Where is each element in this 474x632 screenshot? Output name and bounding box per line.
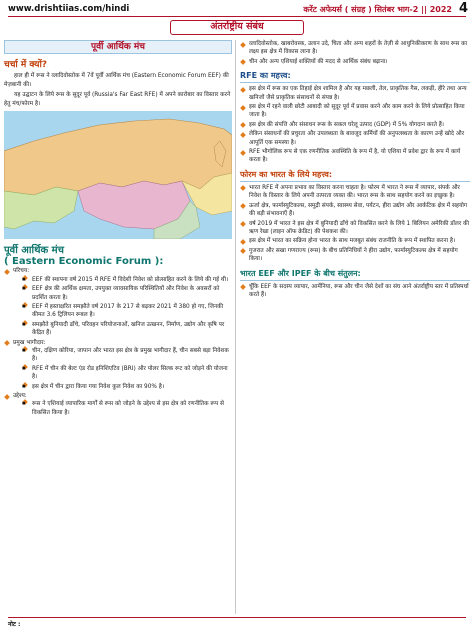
ipef-heading: भारत EEF और IPEF के बीच संतुलन: bbox=[240, 268, 470, 281]
list-item: ◆ रूस ने एशियाई व्यापारिक मार्गों से रूस को जोड़ने के उद्देश्य से इस क्षेत्र को रणनीतिक रूप से विकसित किया है। bbox=[23, 400, 232, 417]
list-item: इस क्षेत्र की संपत्ति और संसाधन रूस के सकल घरेलू उत्पाद (GDP) में 5% योगदान करते हैं। bbox=[240, 121, 470, 129]
list-item: ऊर्जा क्षेत्र, फार्मास्युटिकल्स, समुद्री संपर्क, स्वास्थ्य सेवा, पर्यटन, हीरा उद्योग और आर्कटिक क्षेत्र में सहयोग की बड़ी संभावनाएँ हैं। bbox=[240, 202, 470, 219]
list-item: लेकिन संसाधनों की प्रचुरता और उपलब्धता के बावजूद कर्मियों की अनुपलब्धता के कारण उन्हें खोदे और आपूर्ति एक समस्या है। bbox=[240, 130, 470, 147]
why-heading: चर्चा में क्यों? bbox=[4, 60, 47, 70]
list-item: व्लादिवोस्तोक, खाबरोवस्क, उलान उदे, चिता और अन्य शहरों के तेज़ी से आधुनिकीकरण के साथ रूस का लक्ष्य इस क्षेत्र में विकास लाना है। bbox=[240, 40, 470, 57]
rfe-list bbox=[240, 85, 470, 165]
left-column bbox=[4, 40, 232, 614]
eef-title: पूर्वी आर्थिक मंच bbox=[4, 245, 65, 257]
eef-bullet-list bbox=[4, 267, 232, 417]
list-item bbox=[4, 392, 232, 417]
list-item: ◆ EEF की स्थापना वर्ष 2015 में RFE में विदेशी निवेश को प्रोत्साहित करने के लिये की गई थी। bbox=[23, 276, 232, 284]
page-number: 4 bbox=[458, 1, 468, 16]
list-item: ◆ इस क्षेत्र में चीन द्वारा किया गया निवेश कुल निवेश का 90% है। bbox=[23, 383, 232, 391]
list-item: वर्ष 2019 में भारत ने इस क्षेत्र में बुनियादी ढाँचे को विकसित करने के लिये 1 बिलियन अमेरिकी डॉलर की ऋण रेखा (लाइन ऑफ क्रेडिट) की पेशकश की। bbox=[240, 220, 470, 237]
footer-rule bbox=[8, 617, 466, 618]
right-column bbox=[240, 40, 470, 614]
site-url[interactable]: www.drishtiias.com/hindi bbox=[8, 4, 130, 14]
footer-note: नोट : bbox=[8, 621, 21, 628]
column-divider bbox=[235, 40, 236, 614]
header-rule bbox=[8, 16, 466, 17]
bullet-label: उद्देश्य: bbox=[13, 393, 27, 400]
india-heading: फोरम का भारत के लिये महत्त्व: bbox=[240, 169, 470, 182]
article-heading: पूर्वी आर्थिक मंच bbox=[4, 40, 232, 54]
top-list bbox=[240, 40, 470, 66]
list-item: RFE भौगोलिक रूप से एक रणनीतिक अवस्थिति के रूप में है, यो एशिया में प्रवेश द्वार के रूप में कार्य करता है। bbox=[240, 148, 470, 165]
intro-paragraph-1: हाल ही में रूस ने व्लादिवोस्तोक में 7वें पूर्वी आर्थिक मंच (Eastern Economic Forum EEF) की मेज़बानी की। bbox=[4, 73, 229, 88]
bullet-label: प्रमुख भागीदार: bbox=[13, 339, 46, 346]
list-item: इस क्षेत्र में रूस का एक तिहाई क्षेत्र शामिल है और यह मछली, तेल, प्राकृतिक गैस, लकड़ी, हीरे तथा अन्य खनिजों जैसे प्राकृतिक संसाधनों से संपन्न है। bbox=[240, 85, 470, 102]
list-item: ◆ EEF क्षेत्र की आर्थिक क्षमता, उपयुक्त व्यावसायिक परिस्थितियों और निवेश के अवसरों को प्रदर्शित करता है। bbox=[23, 285, 232, 302]
russia-map-image bbox=[4, 111, 232, 239]
list-item: ◆ चीन, दक्षिण कोरिया, जापान और भारत इस क्षेत्र के प्रमुख भागीदार हैं, चीन सबसे बड़ा निवेशक है। bbox=[23, 347, 232, 364]
page-info: करेंट अफेयर्स ( संग्रह ) सितंबर भाग-2 || 2022 bbox=[303, 5, 452, 14]
intro-paragraph-2: यह उद्घाटन के लिये रूस के सुदूर पूर्व (Russia's Far East RFE) में अपने कारोबार का विस्तार करने हेतु मंच/फोरम है। bbox=[4, 92, 231, 107]
eef-subtitle: ( Eastern Economic Forum ): bbox=[4, 256, 164, 268]
ipef-list bbox=[240, 283, 470, 300]
list-item bbox=[4, 267, 232, 337]
list-item: इस क्षेत्र में भारत का सक्रिय होना भारत के साथ मजबूत संबंध राजनीति के रूप में स्थापित करना है। bbox=[240, 237, 470, 245]
list-item: इस क्षेत्र में रहने वाली छोटी आबादी को सुदूर पूर्व में प्रवास करने और काम करने के लिये प्रोत्साहित किया जाता है। bbox=[240, 103, 470, 120]
list-item: भारत RFE में अपना प्रभाव का विस्तार करना चाहता है। फोरम में भारत ने रूस में व्यापार, संपर्क और निवेश के विस्तार के लिये अपनी तत्परता व्यक्त की। भारत रूस के साथ सहयोग करने का इच्छुक है। bbox=[240, 184, 470, 201]
list-item: गुजरात और सखा गणराज्य (रूस) के बीच प्रतिनिधियों ने हीरा उद्योग, फार्मास्युटिकल्स क्षेत्र में सहयोग किया। bbox=[240, 247, 470, 264]
list-item: चीन और अन्य एशियाई शक्तियों की मदद से आर्थिक संबंध बढ़ाना। bbox=[240, 58, 470, 66]
india-list bbox=[240, 184, 470, 264]
bullet-label: परिचय: bbox=[13, 268, 30, 275]
section-title: अंतर्राष्ट्रीय संबंध bbox=[170, 20, 304, 35]
list-item: ◆ समझौते बुनियादी ढाँचे, परिवहन परियोजनाओं, खनिज उत्खनन, निर्माण, उद्योग और कृषि पर केंद्रित हैं। bbox=[23, 321, 232, 338]
list-item: ◆ EEF में हस्ताक्षरित समझौते वर्ष 2017 के 217 से बढ़कर 2021 में 380 हो गए, जिनकी कीमत 3.6 ट्रिलियन रूबल है। bbox=[23, 303, 232, 320]
list-item bbox=[4, 339, 232, 391]
rfe-heading: RFE का महत्त्व: bbox=[240, 70, 470, 83]
page-header bbox=[0, 0, 474, 38]
list-item: चूँकि EEF के सदस्य व्यापार, आर्मेनिया, रूस और चीन जैसे देशों का संघ आने अंतर्राष्ट्रीय स्तर में प्रतिस्पर्धा करते हैं। bbox=[240, 283, 470, 300]
list-item: ◆ RFE में चीन की बेल्ट एंड रोड इनिशिएटिव (BRI) और पोलर सिल्क रूट को जोड़ने की योजना है। bbox=[23, 365, 232, 382]
